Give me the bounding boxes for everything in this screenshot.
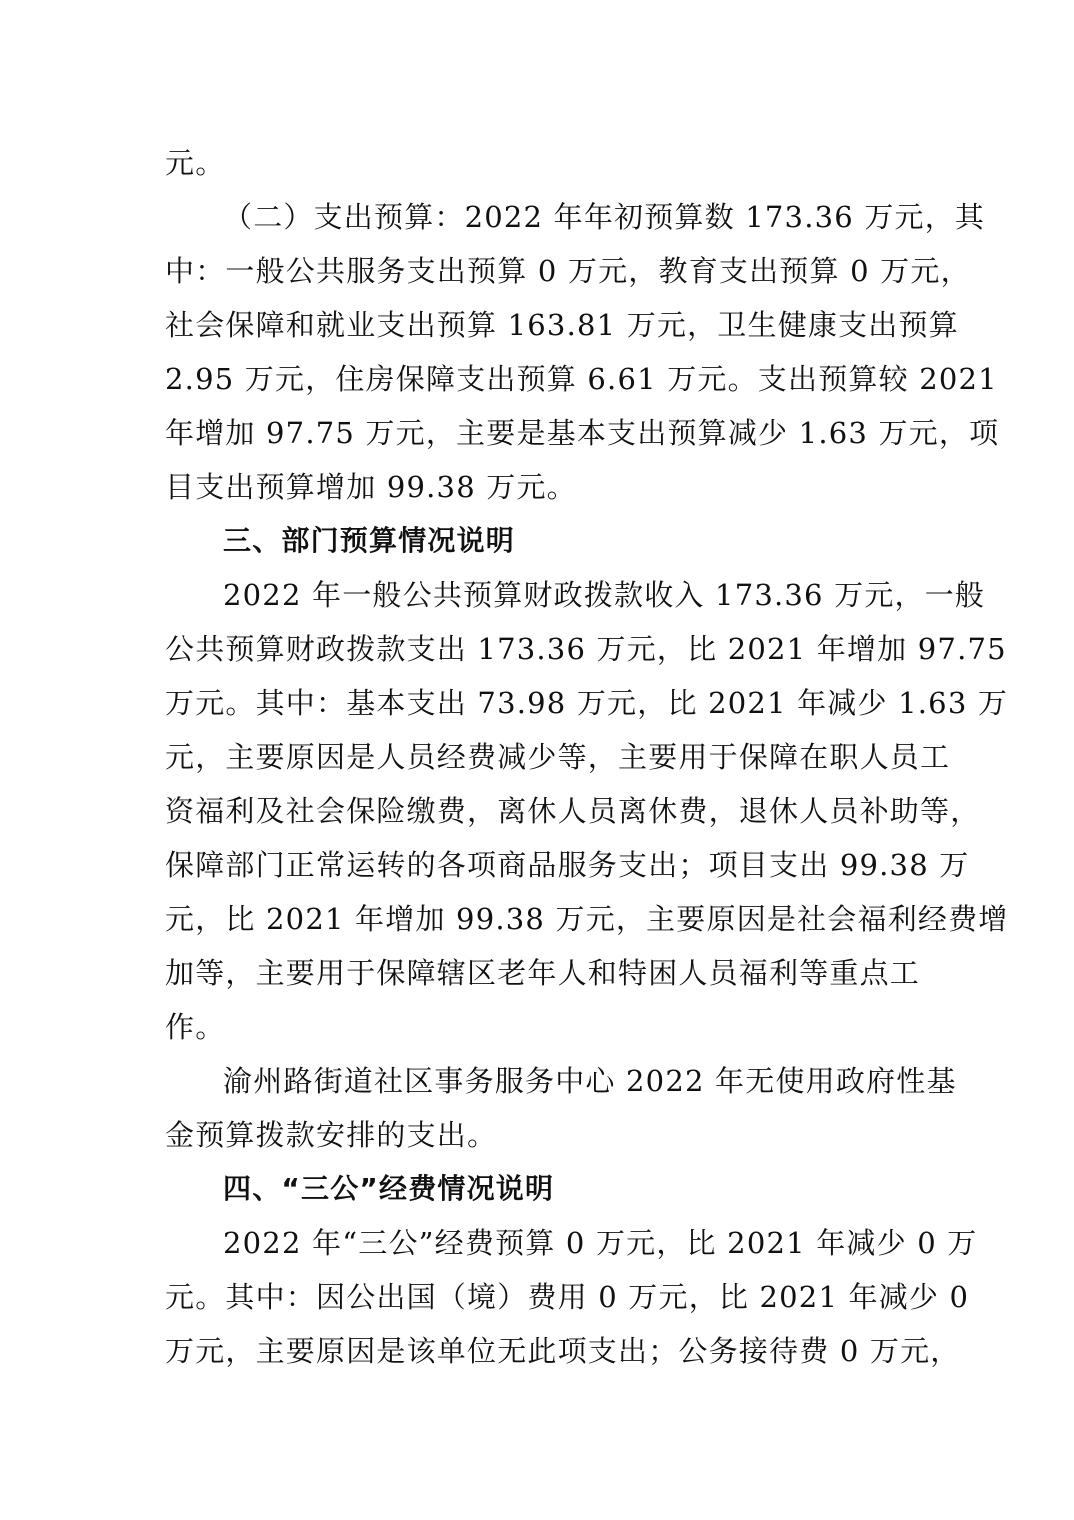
section-heading: 四、“三公”经费情况说明 bbox=[223, 1172, 555, 1205]
text-line: 万元，主要原因是该单位无此项支出；公务接待费 0 万元， bbox=[165, 1334, 961, 1368]
text-line: 中：一般公共服务支出预算 0 万元，教育支出预算 0 万元， bbox=[165, 254, 971, 288]
text-line: 社会保障和就业支出预算 163.81 万元，卫生健康支出预算 bbox=[165, 308, 959, 342]
text-line: 元。 bbox=[165, 146, 226, 180]
text-line: 年增加 97.75 万元，主要是基本支出预算减少 1.63 万元，项 bbox=[165, 416, 1000, 450]
text-line: 2022 年“三公”经费预算 0 万元，比 2021 年减少 0 万 bbox=[223, 1226, 978, 1260]
text-line: 保障部门正常运转的各项商品服务支出；项目支出 99.38 万 bbox=[165, 848, 970, 882]
text-line: 金预算拨款安排的支出。 bbox=[165, 1118, 498, 1152]
text-line: 作。 bbox=[165, 1010, 226, 1044]
text-line: 目支出预算增加 99.38 万元。 bbox=[165, 470, 577, 504]
text-line: 公共预算财政拨款支出 173.36 万元，比 2021 年增加 97.75 bbox=[165, 632, 1007, 666]
document-body bbox=[165, 136, 1009, 1378]
text-line: 2022 年一般公共预算财政拨款收入 173.36 万元，一般 bbox=[223, 578, 986, 612]
text-line: 元，主要原因是人员经费减少等，主要用于保障在职人员工 bbox=[165, 740, 951, 774]
text-line: 2.95 万元，住房保障支出预算 6.61 万元。支出预算较 2021 bbox=[165, 362, 998, 396]
text-line: 渝州路街道社区事务服务中心 2022 年无使用政府性基 bbox=[223, 1064, 957, 1098]
text-line: 元。其中：因公出国（境）费用 0 万元，比 2021 年减少 0 bbox=[165, 1280, 970, 1314]
text-line: 资福利及社会保险缴费，离休人员离休费，退休人员补助等， bbox=[165, 794, 981, 828]
text-line: 加等，主要用于保障辖区老年人和特困人员福利等重点工 bbox=[165, 956, 921, 990]
text-line: 元，比 2021 年增加 99.38 万元，主要原因是社会福利经费增 bbox=[165, 902, 1009, 936]
section-heading: 三、部门预算情况说明 bbox=[223, 524, 516, 557]
text-line: 万元。其中：基本支出 73.98 万元，比 2021 年减少 1.63 万 bbox=[165, 686, 1009, 720]
text-line: （二）支出预算：2022 年年初预算数 173.36 万元，其 bbox=[223, 200, 986, 234]
